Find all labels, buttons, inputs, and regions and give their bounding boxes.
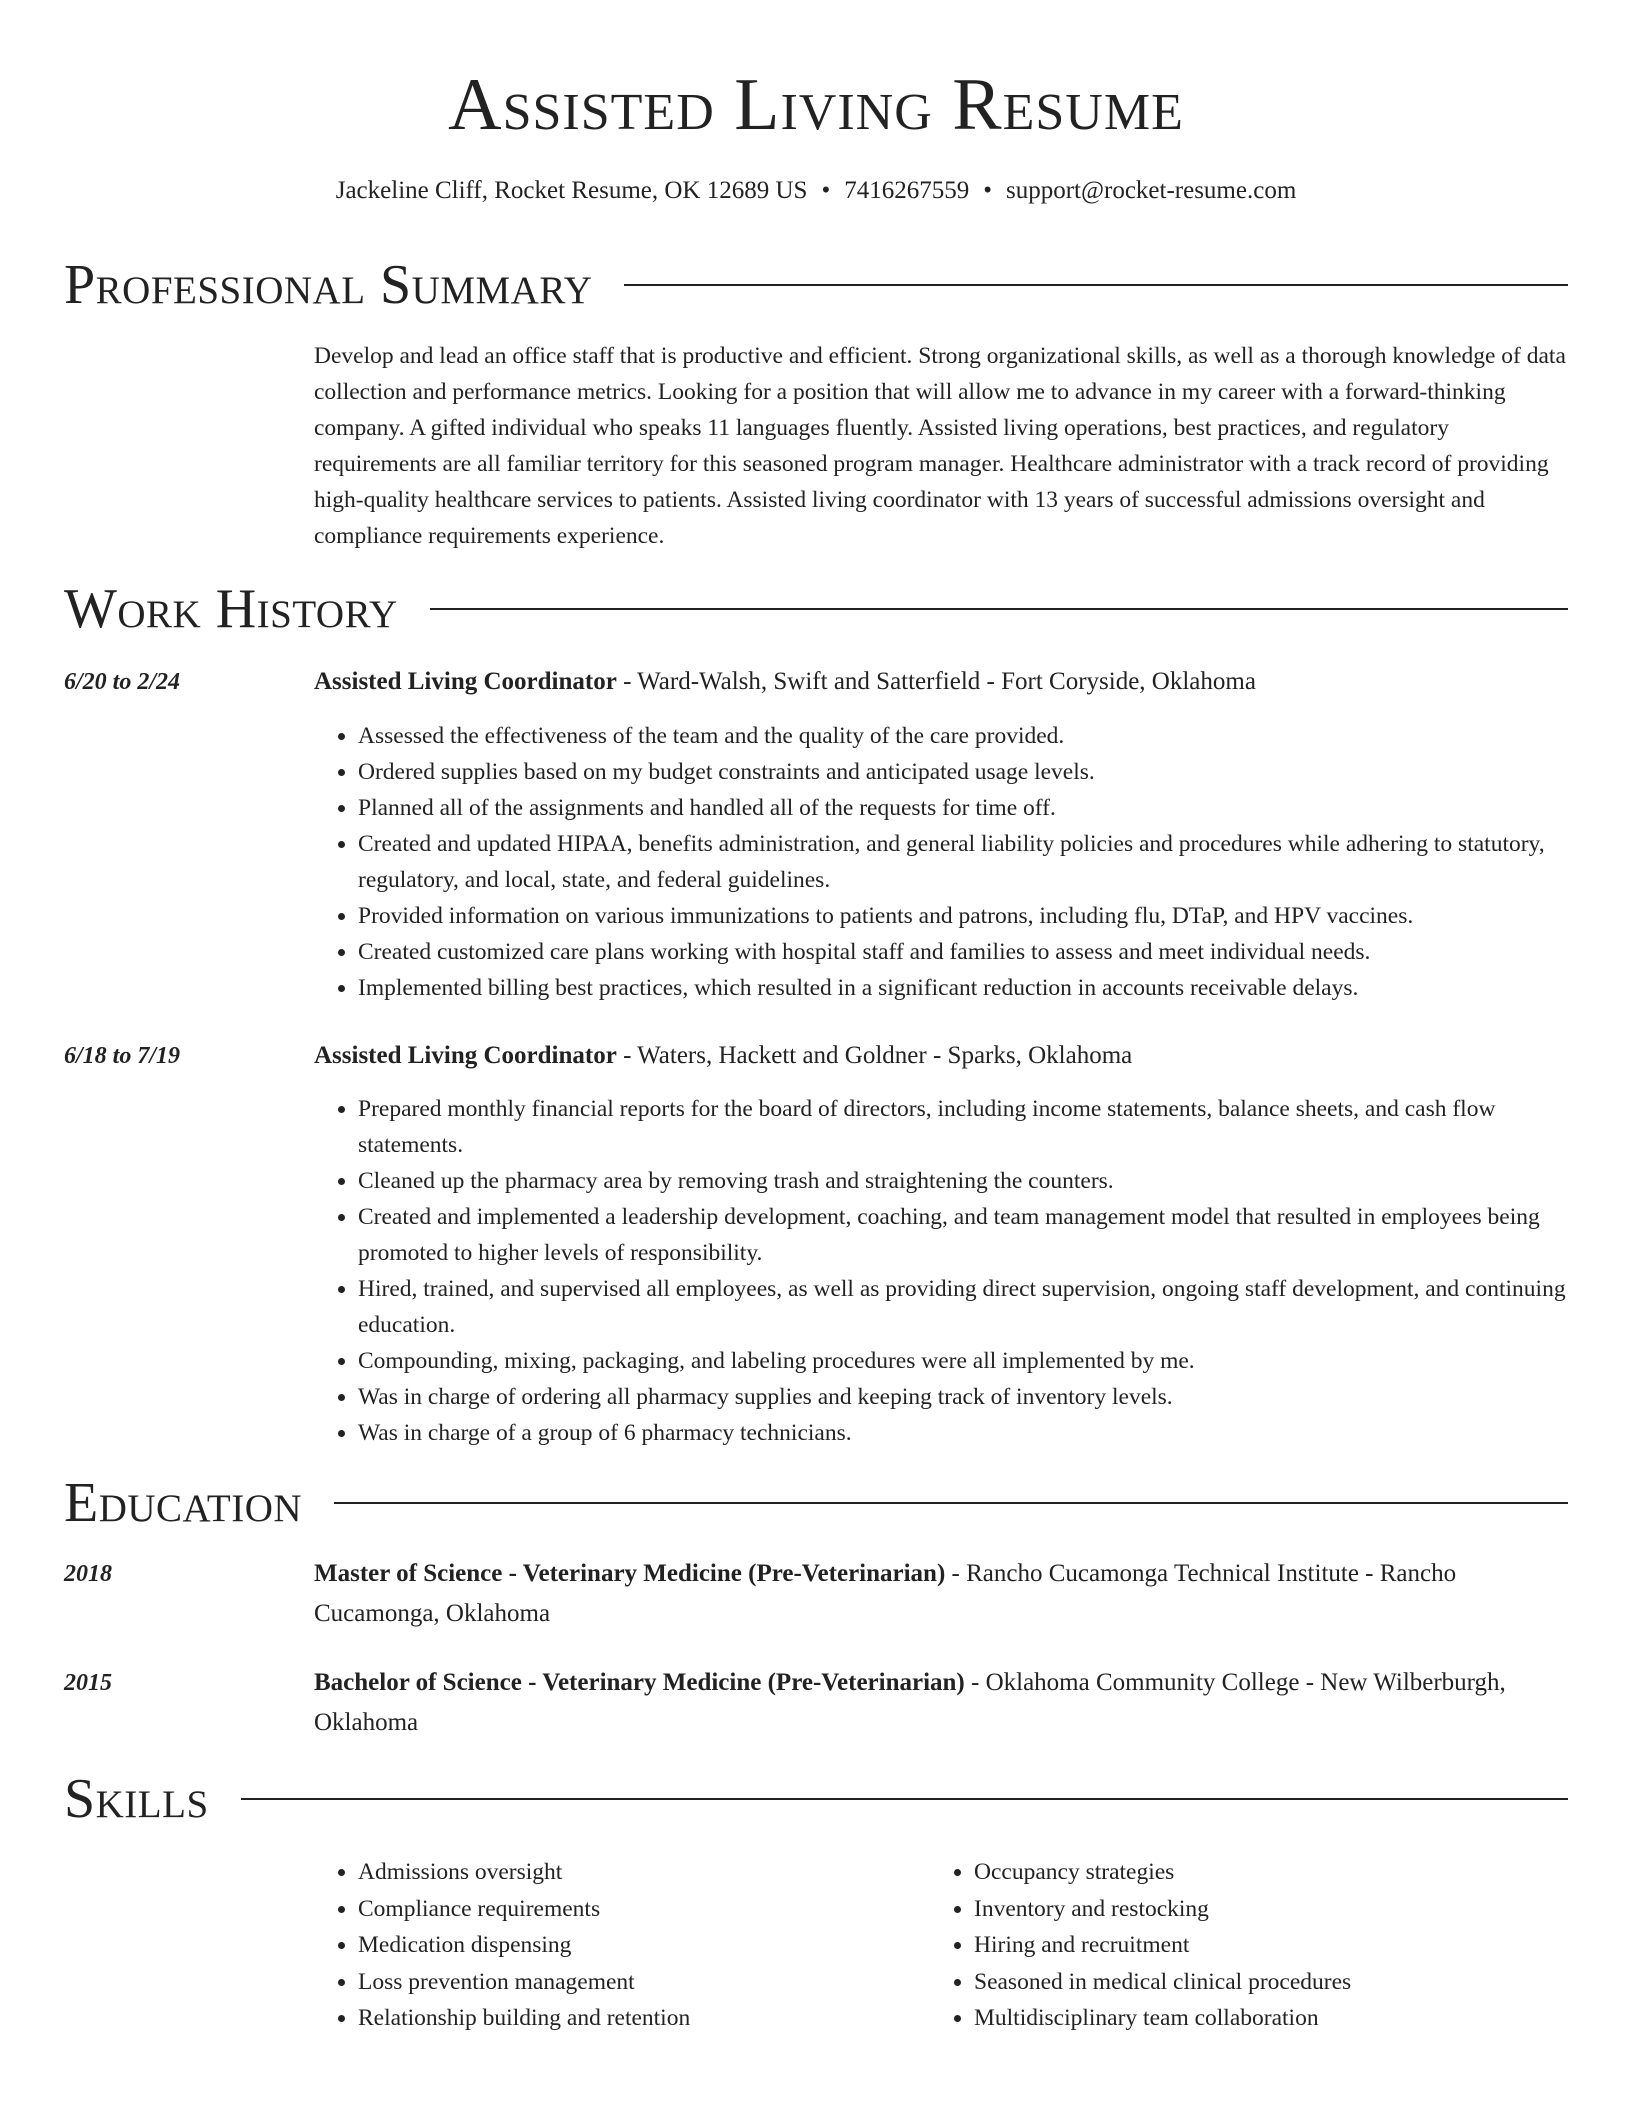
contact-separator: • — [821, 177, 831, 204]
job-bullet: • Implemented billing best practices, which resulted in a significant reduction in accounts receivable delays. — [358, 970, 1570, 1006]
work-heading: Work History — [64, 578, 398, 640]
skill-item: • Inventory and restocking — [974, 1891, 1570, 1928]
job-bullet: • Was in charge of a group of 6 pharmacy technicians. — [358, 1415, 1570, 1451]
education-year: 2018 — [64, 1561, 112, 1587]
contact-separator: • — [983, 177, 992, 204]
job-dates: 6/18 to 7/19 — [64, 1043, 181, 1069]
education-degree: Bachelor of Science - Veterinary Medicine (Pre-Veterinarian) — [314, 1669, 965, 1696]
job-title — [314, 1036, 1570, 1076]
skill-item: • Loss prevention management — [358, 1964, 914, 2001]
section-divider — [334, 1502, 1568, 1504]
section-divider — [624, 284, 1568, 286]
education-entry — [314, 1554, 1570, 1634]
job-details: - Waters, Hackett and Goldner - Sparks, Oklahoma — [616, 1042, 1133, 1069]
education-heading: Education — [64, 1472, 303, 1534]
skill-item: • Hiring and recruitment — [974, 1927, 1570, 1964]
job-bullet: • Created customized care plans working with hospital staff and families to assess and meet individual needs. — [358, 934, 1570, 970]
contact-address: Jackeline Cliff, Rocket Resume, OK 12689 US — [335, 177, 808, 204]
skill-item: • Compliance requirements — [358, 1891, 914, 1928]
job-bullet: • Assessed the effectiveness of the team and the quality of the care provided. — [358, 718, 1570, 754]
job-bullet: • Cleaned up the pharmacy area by removing trash and straightening the counters. — [358, 1163, 1570, 1199]
job-bullet: • Created and implemented a leadership development, coaching, and team management model that resulted in employees being promoted to higher levels of responsibility. — [358, 1199, 1570, 1271]
skill-item: • Occupancy strategies — [974, 1854, 1570, 1891]
job-details: - Ward-Walsh, Swift and Satterfield - Fort Coryside, Oklahoma — [616, 668, 1256, 695]
contact-line — [0, 174, 1632, 208]
summary-text: Develop and lead an office staff that is productive and efficient. Strong organizational skills, as well as a thorough knowledge of data collection and performance metrics. Looking for a position that will allow me to advance in my career with a forward-thinking company. A gifted individual who speaks 11 languages fluently. Assisted living operations, best practices, and regulatory requirements are all familiar territory for this seasoned program manager. Healthcare administrator with a track record of providing high-quality healthcare services to patients. Assisted living coordinator with 13 years of successful admissions oversight and compliance requirements experience. — [314, 343, 1566, 549]
education-details: - Rancho Cucamonga Technical Institute - Rancho Cucamonga, Oklahoma — [314, 1560, 1457, 1627]
job-bullets — [314, 718, 1570, 1006]
job-bullet: • Was in charge of ordering all pharmacy supplies and keeping track of inventory levels. — [358, 1379, 1570, 1415]
summary-heading: Professional Summary — [64, 254, 593, 316]
skills-list-right — [930, 1854, 1570, 2037]
job-role: Assisted Living Coordinator — [314, 668, 617, 695]
education-degree: Master of Science - Veterinary Medicine (Pre-Veterinarian) — [314, 1560, 946, 1587]
skills-heading: Skills — [64, 1768, 209, 1830]
education-section-header — [64, 1468, 1568, 1538]
job-bullet: • Compounding, mixing, packaging, and labeling procedures were all implemented by me. — [358, 1343, 1570, 1379]
job-bullet: • Planned all of the assignments and handled all of the requests for time off. — [358, 790, 1570, 826]
education-details: - Oklahoma Community College - New Wilberburgh, Oklahoma — [314, 1669, 1506, 1736]
work-section-header — [64, 574, 1568, 644]
contact-email: support@rocket-resume.com — [1005, 177, 1297, 204]
job-bullet: • Ordered supplies based on my budget constraints and anticipated usage levels. — [358, 754, 1570, 790]
education-entry — [314, 1663, 1570, 1743]
skill-item: • Admissions oversight — [358, 1854, 914, 1891]
section-divider — [241, 1798, 1568, 1800]
job-bullet: • Created and updated HIPAA, benefits administration, and general liability policies and procedures while adhering to statutory, regulatory, and local, state, and federal guidelines. — [358, 826, 1570, 898]
job-role: Assisted Living Coordinator — [314, 1042, 617, 1069]
summary-section-header — [64, 250, 1568, 320]
skill-item: • Multidisciplinary team collaboration — [974, 2000, 1570, 2037]
job-title — [314, 662, 1570, 702]
job-dates: 6/20 to 2/24 — [64, 669, 181, 695]
skill-item: • Seasoned in medical clinical procedures — [974, 1964, 1570, 2001]
section-divider — [430, 608, 1568, 610]
skills-list-left — [314, 1854, 914, 2037]
job-bullet: • Hired, trained, and supervised all employees, as well as providing direct supervision, ongoing staff development, and continuing education. — [358, 1271, 1570, 1343]
resume-title: Assisted Living Resume — [448, 64, 1184, 146]
job-bullet: • Prepared monthly financial reports for the board of directors, including income statements, balance sheets, and cash flow statements. — [358, 1091, 1570, 1163]
job-bullet: • Provided information on various immunizations to patients and patrons, including flu, DTaP, and HPV vaccines. — [358, 898, 1570, 934]
skill-item: • Relationship building and retention — [358, 2000, 914, 2037]
education-year: 2015 — [64, 1670, 112, 1696]
job-bullets — [314, 1091, 1570, 1451]
skills-section-header — [64, 1764, 1568, 1834]
skill-item: • Medication dispensing — [358, 1927, 914, 1964]
contact-phone: 7416267559 — [844, 177, 970, 204]
